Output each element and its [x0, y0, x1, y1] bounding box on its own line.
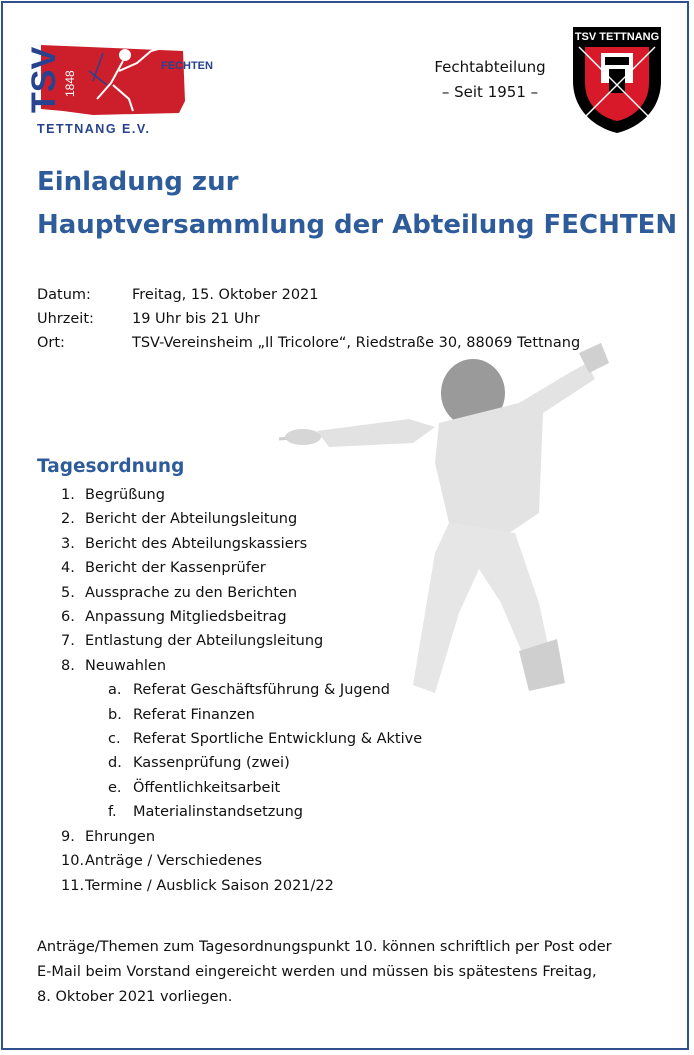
info-label: Uhrzeit: — [37, 311, 94, 327]
logo-club-text: TETTNANG E.V. — [37, 122, 151, 136]
agenda-number: 11. — [61, 877, 85, 894]
agenda-list — [61, 483, 422, 898]
info-value: Freitag, 15. Oktober 2021 — [132, 287, 319, 303]
agenda-text: Bericht der Kassenprüfer — [85, 560, 266, 577]
agenda-subitem — [61, 751, 422, 775]
title-line-2: Hauptversammlung der Abteilung FECHTEN — [37, 210, 678, 240]
info-value: 19 Uhr bis 21 Uhr — [132, 311, 260, 327]
document-frame — [1, 1, 689, 1050]
agenda-sub-letter: e. — [108, 779, 122, 796]
logo-banner-text: FECHTEN — [161, 60, 213, 72]
agenda-item — [61, 507, 422, 531]
agenda-number: 7. — [61, 633, 75, 650]
agenda-sub-letter: c. — [108, 731, 121, 748]
agenda-sub-text: Materialinstandsetzung — [133, 804, 303, 821]
agenda-item — [61, 849, 422, 873]
info-label: Datum: — [37, 287, 91, 303]
agenda-number: 2. — [61, 511, 75, 528]
agenda-item — [61, 532, 422, 556]
agenda-sub-letter: b. — [108, 706, 122, 723]
agenda-text: Begrüßung — [85, 487, 165, 503]
footer-line-2: E-Mail beim Vorstand eingereicht werden und müssen bis spätestens Freitag, — [37, 964, 597, 980]
agenda-subitem — [61, 727, 422, 751]
agenda-number: 6. — [61, 609, 75, 626]
tsv-tettnang-crest — [571, 25, 663, 135]
agenda-item — [61, 556, 422, 580]
agenda-sub-text: Kassenprüfung (zwei) — [133, 755, 290, 772]
agenda-number: 1. — [61, 487, 75, 503]
event-info — [37, 283, 580, 355]
agenda-text: Anpassung Mitgliedsbeitrag — [85, 609, 287, 626]
agenda-item — [61, 629, 422, 653]
agenda-number: 5. — [61, 584, 75, 601]
info-row-time — [37, 307, 580, 331]
agenda-sub-letter: f. — [108, 804, 117, 821]
agenda-subitem — [61, 703, 422, 727]
agenda-text: Bericht der Abteilungsleitung — [85, 511, 298, 528]
info-value: TSV-Vereinsheim „Il Tricolore“, Riedstraße 30, 88069 Tettnang — [132, 335, 581, 351]
agenda-text: Termine / Ausblick Saison 2021/22 — [85, 877, 334, 894]
agenda-text: Neuwahlen — [85, 657, 167, 674]
agenda-sub-text: Referat Finanzen — [133, 706, 255, 723]
agenda-subitem — [61, 678, 422, 702]
info-row-location — [37, 331, 580, 355]
agenda-text: Aussprache zu den Berichten — [85, 584, 298, 601]
agenda-sub-letter: a. — [108, 682, 122, 699]
agenda-text: Entlastung der Abteilungsleitung — [85, 633, 324, 650]
agenda-subitem — [61, 800, 422, 824]
info-label: Ort: — [37, 335, 65, 351]
department-name: Fechtabteilung — [434, 58, 546, 76]
footer-line-3: 8. Oktober 2021 vorliegen. — [37, 989, 233, 1005]
agenda-item — [61, 605, 422, 629]
agenda-number: 9. — [61, 828, 75, 845]
agenda-sub-text: Referat Geschäftsführung & Jugend — [133, 682, 390, 699]
agenda-item — [61, 654, 422, 678]
department-since: – Seit 1951 – — [441, 83, 539, 101]
logo-tsv-text: TSV — [25, 46, 63, 113]
agenda-number: 4. — [61, 560, 75, 577]
agenda-text: Bericht des Abteilungskassiers — [85, 535, 308, 552]
agenda-sub-text: Referat Sportliche Entwicklung & Aktive — [133, 731, 423, 748]
footer-line-1: Anträge/Themen zum Tagesordnungspunkt 10. können schriftlich per Post oder — [37, 939, 612, 955]
agenda-sub-letter: d. — [108, 755, 122, 772]
logo-year-text: 1848 — [63, 70, 77, 97]
agenda-item — [61, 825, 422, 849]
tsv-fechten-logo — [25, 41, 229, 137]
agenda-item — [61, 483, 422, 507]
agenda-sub-text: Öffentlichkeitsarbeit — [133, 779, 281, 796]
agenda-number: 10. — [61, 853, 85, 870]
footer-note — [37, 935, 667, 1010]
department-header — [415, 55, 565, 105]
agenda-subitem — [61, 776, 422, 800]
info-row-date — [37, 283, 580, 307]
agenda-heading: Tagesordnung — [37, 456, 185, 477]
agenda-text: Anträge / Verschiedenes — [85, 853, 263, 870]
agenda-item — [61, 581, 422, 605]
agenda-item — [61, 874, 422, 898]
crest-label: TSV TETTNANG — [574, 31, 660, 43]
agenda-number: 8. — [61, 657, 75, 674]
agenda-number: 3. — [61, 535, 75, 552]
agenda-text: Ehrungen — [85, 828, 156, 845]
title-line-1: Einladung zur — [37, 167, 239, 197]
